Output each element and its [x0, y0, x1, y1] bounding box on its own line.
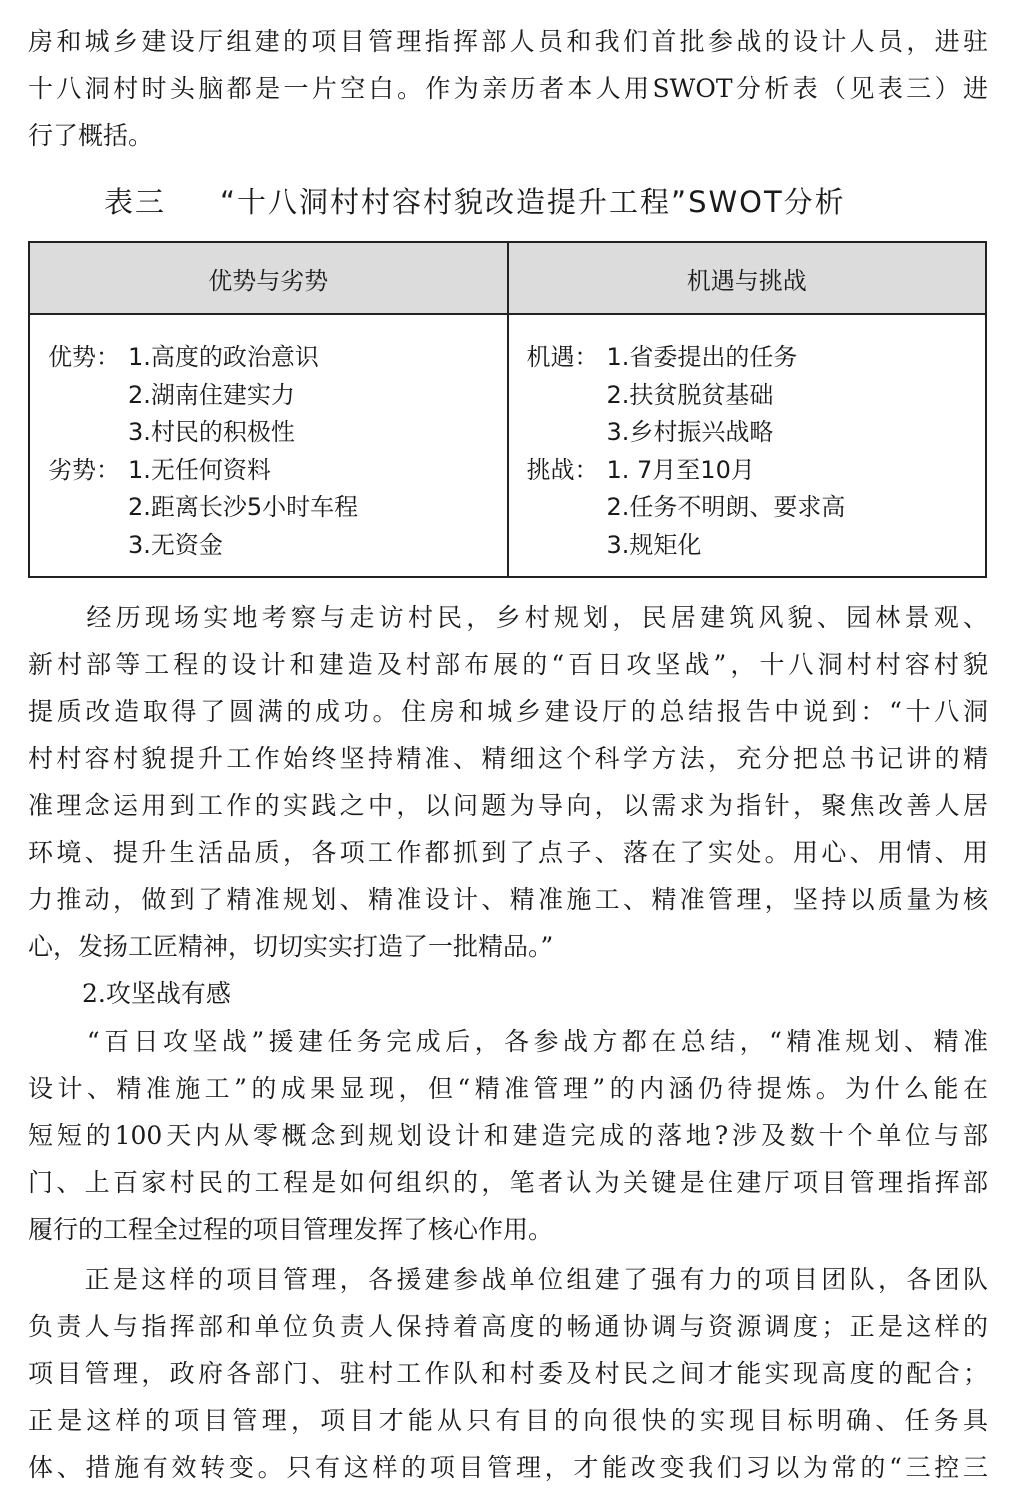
swot-item: 1.高度的政治意识	[128, 343, 319, 371]
swot-item: 3.无资金	[128, 530, 223, 559]
swot-key: 机遇：	[526, 343, 599, 371]
swot-group-threats	[527, 452, 968, 565]
text-line: 环境、提升生活品质，各项工作都抓到了点子、落在了实处。用心、用情、用	[28, 838, 988, 867]
swot-table	[28, 241, 987, 578]
text-line: 行了概括。	[28, 121, 154, 150]
swot-item: 3.乡村振兴战略	[606, 418, 774, 446]
swot-cell-right	[508, 314, 987, 577]
text-line: 正是这样的项目管理，项目才能从只有目的向很快的实现目标明确、任务具	[28, 1406, 988, 1435]
intro-paragraph	[28, 18, 988, 159]
swot-item: 1. 7月至10月	[606, 455, 755, 484]
text-line: 正是这样的项目管理，各援建参战单位组建了强有力的项目团队，各团队	[28, 1265, 988, 1294]
swot-item: 1.省委提出的任务	[606, 343, 798, 371]
text-line: 履行的工程全过程的项目管理发挥了核心作用。	[28, 1215, 554, 1244]
swot-item: 2.任务不明朗、要求高	[606, 493, 846, 521]
text-line: 体、措施有效转变。只有这样的项目管理，才能改变我们习以为常的“三控三	[28, 1453, 988, 1482]
swot-group-weaknesses	[48, 452, 489, 565]
text-line: 房和城乡建设厅组建的项目管理指挥部人员和我们首批参战的设计人员，进驻	[28, 27, 988, 56]
text-line: 短短的100天内从零概念到规划设计和建造完成的落地?涉及数十个单位与部	[28, 1121, 988, 1150]
swot-item: 2.距离长沙5小时车程	[128, 493, 359, 521]
text-line: 提质改造取得了圆满的成功。住房和城乡建设厅的总结报告中说到：“十八洞	[28, 697, 988, 726]
swot-key: 优势：	[48, 343, 120, 371]
swot-header-strengths-weaknesses: 优势与劣势	[29, 242, 508, 314]
swot-item: 3.规矩化	[606, 530, 702, 559]
swot-item: 2.湖南住建实力	[128, 380, 295, 409]
text-line: 力推动，做到了精准规划、精准设计、精准施工、精准管理，坚持以质量为核	[28, 885, 988, 914]
text-line: 设计、精准施工”的成果显现，但“精准管理”的内涵仍待提炼。为什么能在	[28, 1074, 988, 1103]
swot-cell-left	[29, 314, 508, 577]
text-line: 准理念运用到工作的实践之中，以问题为导向，以需求为指针，聚焦改善人居	[28, 791, 988, 820]
text-line: 十八洞村时头脑都是一片空白。作为亲历者本人用SWOT分析表（见表三）进	[28, 74, 988, 103]
swot-item: 1.无任何资料	[128, 455, 271, 484]
swot-key: 劣势：	[48, 455, 120, 484]
paragraph-1	[28, 594, 988, 970]
text-line: 村村容村貌提升工作始终坚持精准、精细这个科学方法，充分把总书记讲的精	[28, 744, 988, 773]
swot-item: 3.村民的积极性	[128, 418, 295, 446]
paragraph-2	[28, 1018, 988, 1253]
table-caption	[104, 180, 924, 221]
swot-header-opportunities-threats: 机遇与挑战	[508, 242, 987, 314]
text-line: 项目管理，政府各部门、驻村工作队和村委及村民之间才能实现高度的配合；	[28, 1359, 988, 1388]
paragraph-3	[28, 1256, 988, 1491]
section-subheading: 2.攻坚战有感	[82, 979, 231, 1008]
text-line: “百日攻坚战”援建任务完成后，各参战方都在总结，“精准规划、精准	[28, 1027, 988, 1056]
swot-key: 挑战：	[526, 455, 599, 484]
text-line: 门、上百家村民的工程是如何组织的，笔者认为关键是住建厅项目管理指挥部	[28, 1168, 988, 1197]
text-line: 经历现场实地考察与走访村民，乡村规划，民居建筑风貌、园林景观、	[28, 603, 988, 632]
text-line: 负责人与指挥部和单位负责人保持着高度的畅通协调与资源调度；正是这样的	[28, 1312, 988, 1341]
table-caption-label: 表三	[104, 185, 167, 219]
swot-group-strengths	[48, 339, 489, 452]
swot-group-opportunities	[527, 339, 968, 452]
text-line: 新村部等工程的设计和建造及村部布展的“百日攻坚战”，十八洞村村容村貌	[28, 650, 988, 679]
table-caption-title: “十八洞村村容村貌改造提升工程”SWOT分析	[220, 185, 846, 219]
swot-item: 2.扶贫脱贫基础	[606, 380, 774, 409]
text-line: 心，发扬工匠精神，切切实实打造了一批精品。”	[28, 932, 554, 961]
